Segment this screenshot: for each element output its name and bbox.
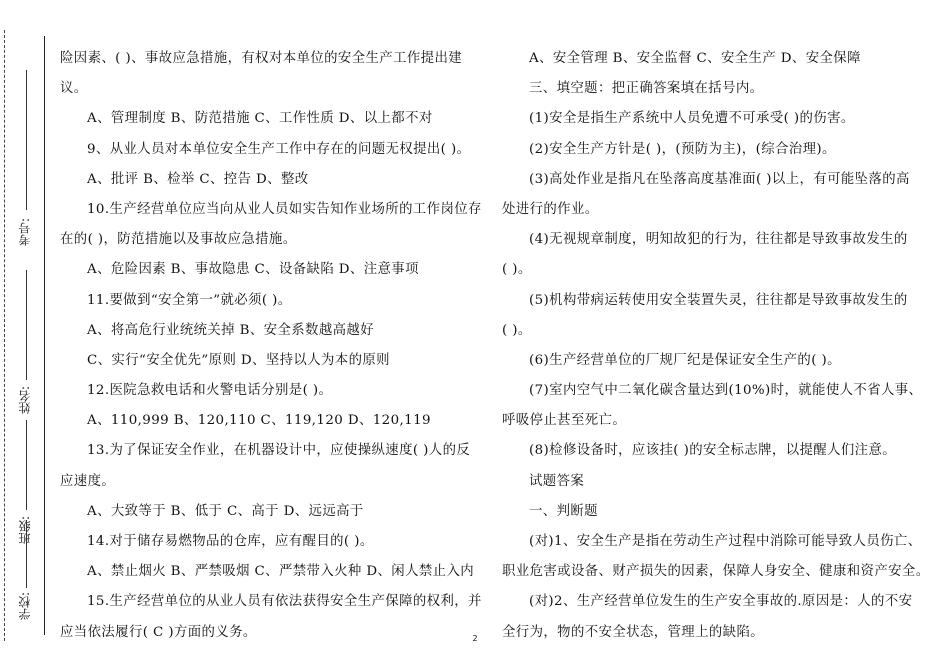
- text-line: 试题答案: [529, 473, 585, 489]
- text-line: (7)室内空气中二氧化碳含量达到(10%)时，就能使人不省人事、: [529, 383, 923, 399]
- text-line: (6)生产经营单位的厂规厂纪是保证安全生产的( )。: [529, 352, 841, 368]
- text-line: 12.医院急救电话和火警电话分别是( )。: [87, 383, 333, 399]
- text-line: A、禁止烟火 B、严禁吸烟 C、严禁带入火种 D、闲人禁止入内: [87, 564, 475, 580]
- text-line: A、管理制度 B、防范措施 C、工作性质 D、以上都不对: [87, 111, 433, 127]
- text-line: 议。: [60, 81, 88, 97]
- text-line: (对)2、生产经营单位发生的生产安全事故的.原因是：人的不安: [529, 594, 913, 610]
- text-line: 处进行的作业。: [502, 201, 599, 217]
- text-line: A、大致等于 B、低于 C、高于 D、远远高于: [87, 503, 364, 519]
- text-line: (8)检修设备时，应该挂( )的安全标志牌，以提醒人们注意。: [529, 443, 897, 459]
- name-field[interactable]: [16, 270, 44, 420]
- name-label: 姓名:: [18, 386, 32, 415]
- text-line: (2)安全生产方针是( )，(预防为主)，(综合治理)。: [529, 141, 836, 157]
- text-line: A、批评 B、检举 C、控告 D、整改: [87, 171, 309, 187]
- text-line: 15.生产经营单位的从业人员有依法获得安全生产保障的权利，并: [87, 594, 482, 610]
- page-number: 2: [472, 634, 478, 643]
- school-field[interactable]: [16, 520, 44, 640]
- class-blank[interactable]: [26, 420, 28, 510]
- binding-dashed-line: [4, 30, 5, 641]
- text-line: (1)安全是指生产系统中人员免遭不可承受( )的伤害。: [529, 111, 855, 127]
- text-line: ( )。: [502, 262, 532, 278]
- text-line: 职业危害或设备、财产损失的因素，保障人身安全、健康和资产安全。: [502, 564, 930, 580]
- text-line: (对)1、安全生产是指在劳动生产过程中消除可能导致人员伤亡、: [529, 534, 922, 549]
- text-line: 应速度。: [60, 473, 116, 489]
- text-line: 14.对于储存易燃物品的仓库，应有醒目的( )。: [87, 534, 374, 549]
- right-column: [502, 44, 930, 648]
- name-blank[interactable]: [26, 270, 28, 380]
- text-line: (4)无视规章制度，明知故犯的行为，往往都是导致事故发生的: [529, 232, 908, 248]
- exam-number-blank[interactable]: [26, 70, 28, 210]
- text-line: 在的( )，防范措施以及事故应急措施。: [60, 232, 297, 248]
- text-line: A、危险因素 B、事故隐患 C、设备缺陷 D、注意事项: [87, 262, 419, 278]
- text-line: 13.为了保证安全作业，在机器设计中，应使操纵速度( )人的反: [87, 443, 471, 459]
- exam-number-field[interactable]: [16, 70, 44, 260]
- exam-number-label: 考号:: [18, 218, 32, 247]
- school-label: 学校:: [18, 592, 32, 621]
- text-line: 10.生产经营单位应当向从业人员如实告知作业场所的工作岗位存: [87, 201, 482, 217]
- left-column: [60, 44, 480, 648]
- text-line: 呼吸停止甚至死亡。: [502, 413, 627, 429]
- text-line: 11.要做到“安全第一”就必须( )。: [87, 292, 292, 308]
- school-blank[interactable]: [26, 520, 28, 588]
- text-line: C、实行“安全优先”原则 D、坚持以人为本的原则: [87, 352, 390, 368]
- text-line: A、安全管理 B、安全监督 C、安全生产 D、安全保障: [529, 51, 861, 66]
- text-line: A、将高危行业统统关掉 B、安全系数越高越好: [87, 322, 374, 338]
- text-line: ( )。: [502, 322, 532, 338]
- text-line: 一、判断题: [529, 503, 598, 519]
- binding-solid-rule: [44, 36, 45, 635]
- text-line: 全行为，物的不安全状态，管理上的缺陷。: [502, 624, 765, 640]
- text-line: (3)高处作业是指凡在坠落高度基准面( )以上，有可能坠落的高: [529, 171, 910, 187]
- text-line: 应当依法履行( C )方面的义务。: [60, 624, 257, 640]
- text-line: (5)机构带病运转使用安全装置失灵，往往都是导致事故发生的: [529, 292, 908, 308]
- text-line: 险因素、( )、事故应急措施，有权对本单位的安全生产工作提出建: [60, 51, 463, 66]
- text-line: 三、填空题：把正确答案填在括号内。: [529, 81, 764, 97]
- text-line: A、110,999 B、120,110 C、119,120 D、120,119: [87, 413, 431, 429]
- text-line: 9、从业人员对本单位安全生产工作中存在的问题无权提出( )。: [87, 141, 471, 157]
- class-label: 班级:: [18, 516, 32, 545]
